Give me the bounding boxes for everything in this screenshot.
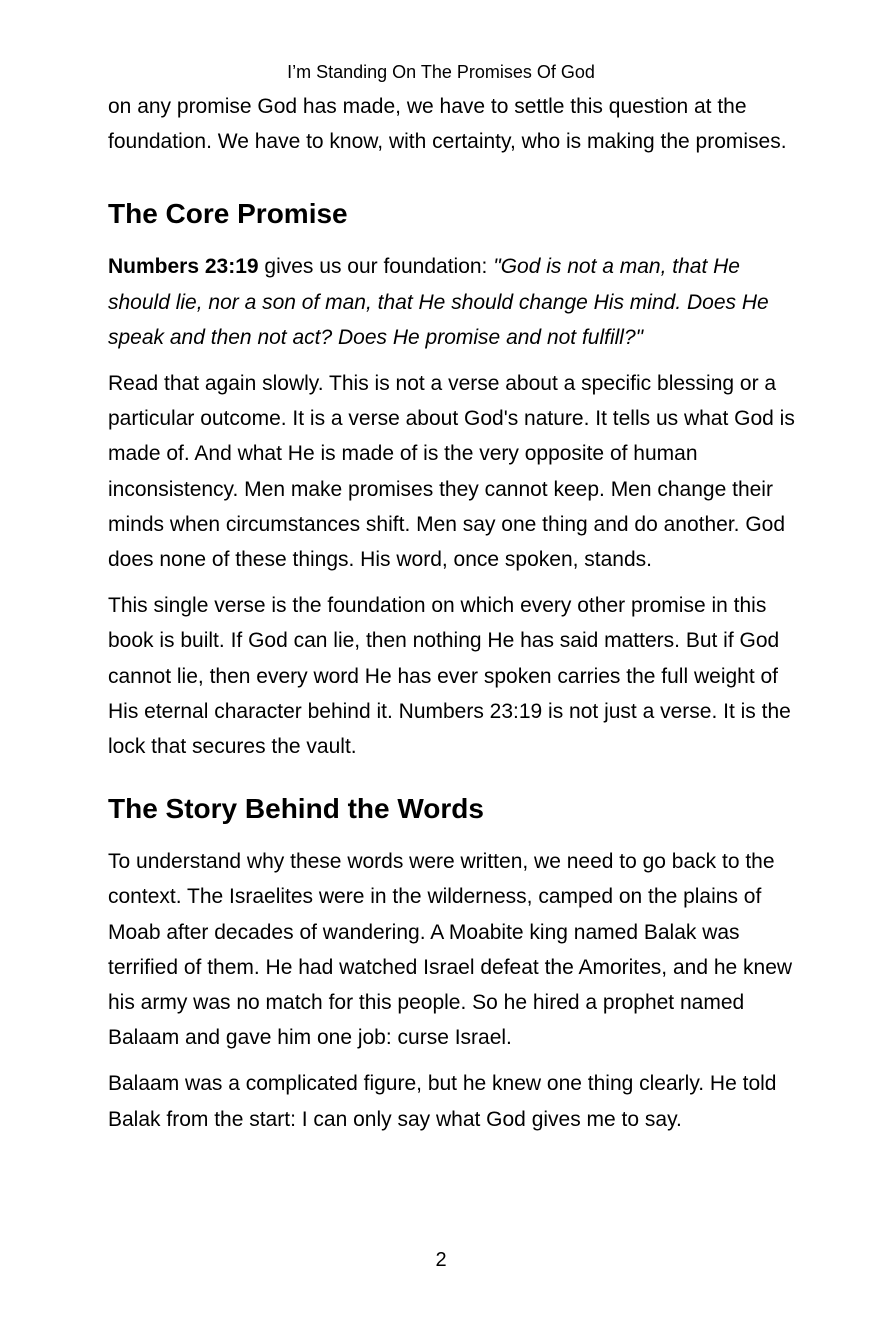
page-body xyxy=(108,89,796,1148)
intro-paragraph: on any promise God has made, we have to settle this question at the foundation. We have to know, with certainty, who is making the promises. xyxy=(108,95,787,154)
core-paragraph-2: Read that again slowly. This is not a verse about a specific blessing or a particular outcome. It is a verse about God's nature. It tells us what God is made of. And what He is made of is the very opposite of human inconsistency. Men make promises they cannot keep. Men change their minds when circumstances shift. Men say one thing and do another. God does none of these things. His word, once spoken, stands. xyxy=(108,372,795,572)
verse-reference: Numbers 23:19 xyxy=(108,255,259,279)
section-heading-story: The Story Behind the Words xyxy=(108,793,484,825)
core-paragraph-3: This single verse is the foundation on which every other promise in this book is built. If God can lie, then nothing He has said matters. But if God cannot lie, then every word He has ever spoken carries the full weight of His eternal character behind it. Numbers 23:19 is not just a verse. It is the lock that secures the vault. xyxy=(108,594,791,759)
story-paragraph-2: Balaam was a complicated figure, but he knew one thing clearly. He told Balak from the start: I can only say what God gives me to say. xyxy=(108,1072,777,1131)
verse-quote: "God is not a man, that He should lie, nor a son of man, that He should change His mind. Does He speak and then not act? Does He promise and not fulfill?" xyxy=(108,255,769,349)
page-number: 2 xyxy=(435,1249,447,1271)
story-paragraph-1: To understand why these words were written, we need to go back to the context. The Israelites were in the wilderness, camped on the plains of Moab after decades of wandering. A Moabite king named Balak was terrified of them. He had watched Israel defeat the Amorites, and he knew his army was no match for this people. So he hired a prophet named Balaam and gave him one job: curse Israel. xyxy=(108,850,793,1050)
section-heading-core-promise: The Core Promise xyxy=(108,198,348,230)
verse-lead-text: gives us our foundation: xyxy=(258,255,494,279)
running-header: I’m Standing On The Promises Of God xyxy=(287,62,595,82)
verse-paragraph xyxy=(108,249,796,355)
